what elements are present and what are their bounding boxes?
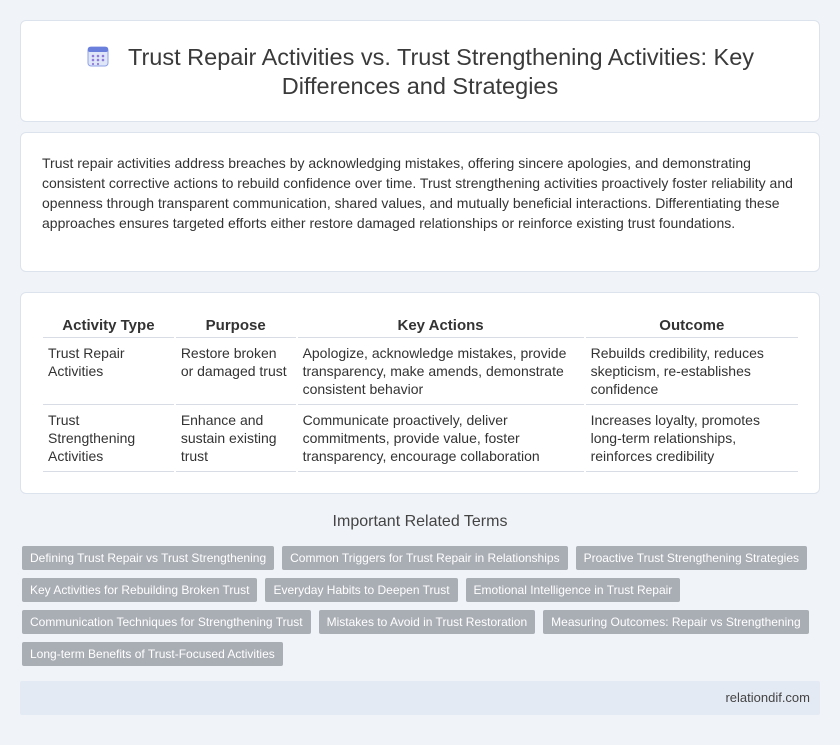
related-term-tag[interactable]: Key Activities for Rebuilding Broken Trust: [22, 578, 257, 602]
related-term-tag[interactable]: Everyday Habits to Deepen Trust: [265, 578, 457, 602]
table-cell: Apologize, acknowledge mistakes, provide transparency, make amends, demonstrate consistent behavior: [298, 338, 584, 405]
table-row: [43, 338, 798, 405]
table-cell: Communicate proactively, deliver commitments, provide value, foster transparency, encourage collaboration: [298, 405, 584, 472]
table-cell: Trust Strengthening Activities: [43, 405, 174, 472]
column-header: Activity Type: [43, 313, 174, 338]
related-terms-list: [22, 546, 822, 674]
table-cell: Restore broken or damaged trust: [176, 338, 296, 405]
table-cell: Enhance and sustain existing trust: [176, 405, 296, 472]
footer: [20, 681, 820, 715]
column-header: Key Actions: [298, 313, 584, 338]
related-terms-heading: Important Related Terms: [332, 513, 508, 530]
table-cell: Rebuilds credibility, reduces skepticism, re-establishes confidence: [586, 338, 798, 405]
related-term-tag[interactable]: Long-term Benefits of Trust-Focused Activities: [22, 642, 283, 666]
related-term-tag[interactable]: Mistakes to Avoid in Trust Restoration: [319, 610, 536, 634]
column-header: Outcome: [586, 313, 798, 338]
table-cell: Trust Repair Activities: [43, 338, 174, 405]
related-term-tag[interactable]: Emotional Intelligence in Trust Repair: [466, 578, 681, 602]
intro-paragraph: Trust repair activities address breaches by acknowledging mistakes, offering sincere apologies, and demonstrating consistent corrective actions to rebuild confidence over time. Trust strengthening activities proactively foster reliability and openness through transparent communication, shared values, and mutually beneficial interactions. Differentiating these approaches ensures targeted efforts either restore damaged relationships or reinforce existing trust foundations.: [42, 155, 793, 231]
title-card: [20, 20, 820, 122]
comparison-card: [20, 292, 820, 494]
related-term-tag[interactable]: Communication Techniques for Strengthening Trust: [22, 610, 311, 634]
related-term-tag[interactable]: Measuring Outcomes: Repair vs Strengthening: [543, 610, 808, 634]
related-term-tag[interactable]: Defining Trust Repair vs Trust Strengthening: [22, 546, 274, 570]
calendar-icon: [86, 44, 110, 68]
related-term-tag[interactable]: Proactive Trust Strengthening Strategies: [576, 546, 807, 570]
page-title: [21, 43, 819, 101]
related-term-tag[interactable]: Common Triggers for Trust Repair in Relationships: [282, 546, 567, 570]
table-cell: Increases loyalty, promotes long-term relationships, reinforces credibility: [586, 405, 798, 472]
intro-card: [20, 132, 820, 272]
page-title-text: Trust Repair Activities vs. Trust Strengthening Activities: Key Differences and Strategies: [127, 44, 755, 99]
table-row: [43, 405, 798, 472]
column-header: Purpose: [176, 313, 296, 338]
footer-site-link[interactable]: relationdif.com: [725, 690, 810, 705]
table-header-row: [43, 313, 798, 338]
comparison-table: [41, 313, 800, 472]
